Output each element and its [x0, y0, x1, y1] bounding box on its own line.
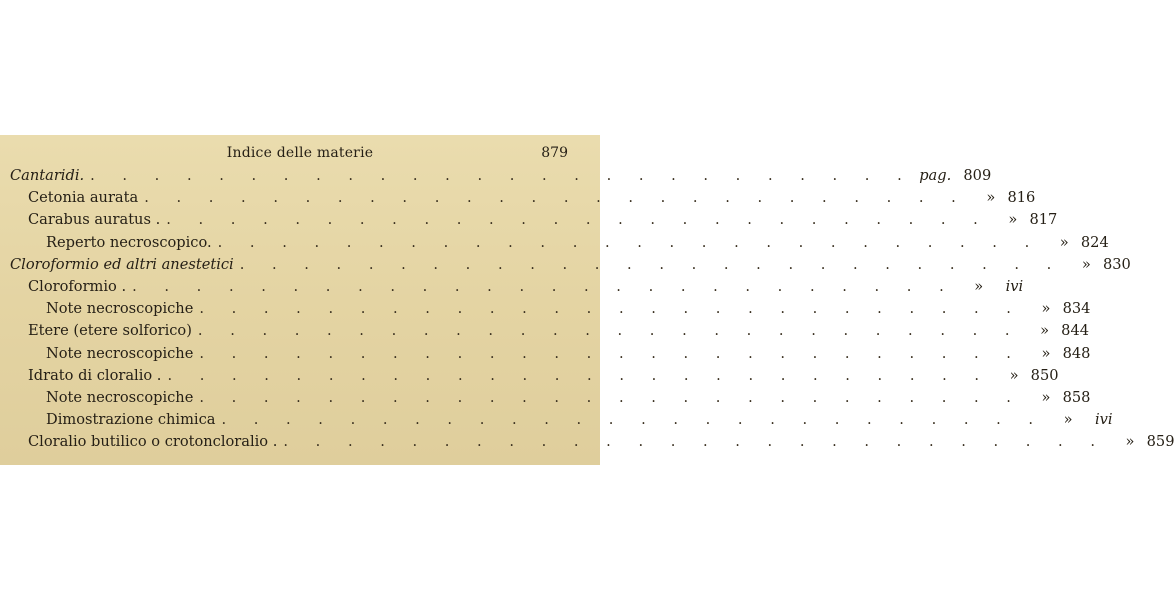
entry-prefix: »	[1040, 322, 1050, 340]
entry-prefix: »	[986, 189, 996, 207]
entry-title: Etere (etere solforico)	[28, 322, 192, 340]
entry-page: 834	[1062, 300, 1091, 318]
dot-leader: . . . . . . . . . . . . . . . . . . . . . . . . . .	[199, 344, 1023, 362]
entry-page: ivi	[1005, 277, 1024, 295]
entry-page: ivi	[1094, 411, 1113, 429]
entry-prefix: »	[974, 277, 984, 295]
index-entry	[10, 433, 1174, 455]
entry-prefix: »	[1125, 433, 1135, 451]
entry-title: Carabus auratus .	[28, 211, 161, 229]
index-entry	[10, 300, 1091, 322]
dot-leader: . . . . . . . . . . . . . . . . . . . . . . . . . .	[197, 322, 1022, 340]
entry-title: Reperto necroscopico.	[46, 233, 212, 251]
index-entry	[10, 211, 1058, 233]
index-entry	[10, 277, 1024, 300]
entry-prefix: »	[1009, 366, 1019, 384]
entry-page: 830	[1102, 255, 1131, 273]
index-entry	[10, 388, 1091, 411]
entry-title: Cloroformio .	[28, 277, 127, 295]
index-entry	[10, 366, 1059, 389]
entry-title: Note necroscopiche	[46, 300, 194, 318]
entry-prefix: »	[1041, 344, 1051, 362]
index-entry	[10, 189, 1036, 211]
entry-prefix: »	[1059, 233, 1069, 251]
entry-title: Cetonia aurata	[28, 189, 139, 207]
entry-page: 816	[1007, 189, 1036, 207]
entry-title: Idrato di cloralio .	[28, 366, 162, 384]
index-entry	[10, 233, 1109, 256]
entry-title: Cantaridi.	[10, 167, 85, 184]
entry-prefix: »	[1008, 211, 1018, 229]
index-entry	[10, 344, 1091, 367]
index-entry	[10, 411, 1113, 433]
book-page	[0, 135, 1174, 465]
index-entry	[10, 167, 992, 189]
entry-prefix: »	[1081, 255, 1091, 273]
entry-title: Note necroscopiche	[46, 344, 194, 362]
dot-leader: . . . . . . . . . . . . . . . . . . . . . . . . . .	[239, 255, 1063, 273]
entry-page: 824	[1080, 233, 1109, 251]
entry-page: 817	[1029, 211, 1058, 229]
dot-leader: . . . . . . . . . . . . . . . . . . . . . . . . . .	[132, 277, 956, 295]
dot-leader: . . . . . . . . . . . . . . . . . . . . . . . . . .	[221, 411, 1045, 429]
entry-prefix: »	[1041, 388, 1051, 406]
dot-leader: . . . . . . . . . . . . . . . . . . . . . . . . . .	[90, 167, 914, 184]
dot-leader: . . . . . . . . . . . . . . . . . . . . . . . . . .	[283, 433, 1107, 451]
entry-page: 858	[1062, 388, 1091, 406]
dot-leader: . . . . . . . . . . . . . . . . . . . . . . . . . .	[167, 366, 991, 384]
entry-title: Dimostrazione chimica	[46, 411, 216, 429]
entry-page: 848	[1062, 344, 1091, 362]
entry-title: Cloralio butilico o crotoncloralio .	[28, 433, 278, 451]
index-entry	[10, 322, 1090, 344]
dot-leader: . . . . . . . . . . . . . . . . . . . . . . . . . .	[199, 300, 1023, 318]
dot-leader: . . . . . . . . . . . . . . . . . . . . . . . . . .	[144, 189, 968, 207]
entry-page: 859	[1146, 433, 1174, 451]
entry-prefix: pag.	[919, 167, 952, 184]
dot-leader: . . . . . . . . . . . . . . . . . . . . . . . . . .	[166, 211, 990, 229]
running-header-title: Indice delle materie	[226, 145, 374, 161]
page-number: 879	[541, 145, 568, 161]
entry-page: 850	[1030, 366, 1059, 384]
entry-page: 844	[1061, 322, 1090, 340]
entry-page: 809	[963, 167, 992, 184]
dot-leader: . . . . . . . . . . . . . . . . . . . . . . . . . .	[217, 233, 1041, 251]
entry-prefix: »	[1063, 411, 1073, 429]
index-entries	[10, 167, 1174, 455]
index-entry	[10, 255, 1131, 278]
entry-prefix: »	[1041, 300, 1051, 318]
dot-leader: . . . . . . . . . . . . . . . . . . . . . . . . . .	[199, 388, 1023, 406]
entry-title: Note necroscopiche	[46, 388, 194, 406]
entry-title: Cloroformio ed altri anestetici	[10, 255, 234, 273]
